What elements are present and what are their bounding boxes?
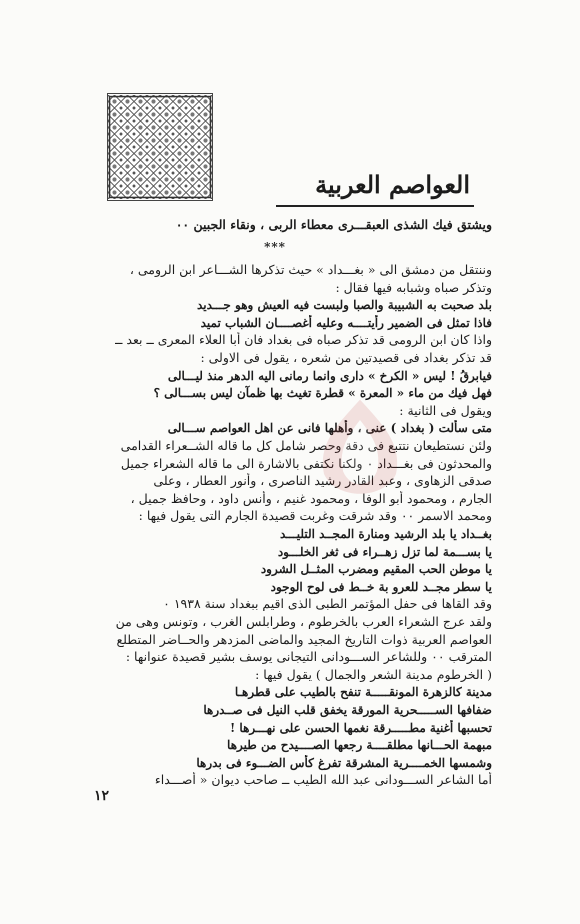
text-line: والمحدثون فى بغـــداد ٠ ولكنا نكتفى بالاشارة الى ما قاله الشعراء جميل <box>120 455 492 471</box>
text-line: وننتقل من دمشق الى « بغـــداد » حيث تذكرها الشـــاعر ابن الرومى ، <box>129 262 492 277</box>
chapter-title: العواصم العربية <box>315 170 470 199</box>
text-line: المترقب ٠٠ وللشاعر الســـودانى التيجانى يوسف بشير قصيدة عنوانها : <box>125 649 492 665</box>
text-line: صدقى الزهاوى ، وعبد القادر رشيد الناصرى ، وأنور العطار ، وعلى <box>153 473 492 489</box>
verse-line: فيابرقُ ! ليس « الكرخ » دارى وانما رمانى اليه الدهر منذ ليـــالى <box>167 368 492 383</box>
verse-line: بغــداد يا بلد الرشيد ومنارة المجــد التليـــد <box>279 527 492 541</box>
verse-line: يا موطن الحب المقيم ومضرب المثــل الشرود <box>260 562 492 577</box>
text-line: ولقد عرج الشعراء العرب بالخرطوم ، وطرابلس الغرب ، وتونس وهى من <box>115 614 492 629</box>
text-line: ويقول فى الثانية : <box>399 402 492 418</box>
text-line: ومحمد الاسمر ٠٠ وقد شرقت وغربت قصيدة الجارم التى يقول فيها : <box>138 508 492 524</box>
text-line: وقد القاها فى حفل المؤتمر الطبى الذى اقيم ببغداد سنة ١٩٣٨ ٠ <box>163 596 492 612</box>
text-line: واذا كان ابن الرومى قد تذكر صباه فى بغداد فان أبا العلاء المعرى ــ بعد ــ <box>115 332 492 348</box>
arabesque-pattern-icon <box>108 94 212 200</box>
intro-verse: ويشتق فيك الشذى العبقـــرى معطاء الربى ، ونقاء الجبين ٠٠ <box>175 217 492 232</box>
verse-line: فاذا تمثل فى الضمير رأيتــــه وعليه أغصــــان الشباب تميد <box>200 315 492 330</box>
page-number: ١٢ <box>94 788 110 804</box>
arabesque-ornament <box>107 93 213 201</box>
verse-line: وشمسها الخمــــرية المشرقة تفرغ كأس الضـــوء فى بدرها <box>196 755 492 770</box>
verse-line: متى سألت ( بغداد ) عنى ، وأهلها فانى عن اهل العواصم ســـالى <box>167 421 492 436</box>
section-separator: *** <box>264 240 286 254</box>
text-line: أما الشاعر الســـودانى عبد الله الطيب ــ صاحب ديوان « أصـــداء <box>154 772 492 788</box>
text-line: العواصم العربية ذوات التاريخ المجيد والماضى المزدهر والحــاضر المتطلع <box>116 631 492 647</box>
verse-line: فهل فيك من ماء « المعرة » قطرة تغيث بها ظمآن ليس بســـالى ؟ <box>153 386 492 401</box>
title-underline <box>276 205 474 207</box>
text-line: قد تذكر بغداد فى قصيدتين من شعره ، يقول فى الاولى : <box>200 350 492 365</box>
verse-line: مدينة كالزهرة المونقـــــة تنفح بالطيب على قطرهـا <box>234 685 492 700</box>
text-line: ( الخرطوم مدينة الشعر والجمال ) يقول فيها : <box>255 666 492 682</box>
text-line: ولئن نستطيعان نتتبع فى دقة وحصر شامل كل ما قاله الشــعراء القدامى <box>120 438 492 453</box>
verse-line: يا سطر مجــد للعرو بة خــط فى لوح الوجود <box>270 579 492 594</box>
verse-line: يا بســـمة لما تزل زهــراء فى ثغر الخلـــود <box>277 544 492 559</box>
text-line: الجارم ، ومحمود أبو الوفا ، ومحمود غنيم ، وأنس داود ، وحافظ جميل ، <box>130 490 492 506</box>
verse-line: تحسبها أغنية مطـــــرقة نغمها الحسن على نهـــرها ! <box>229 720 492 735</box>
text-line: وتذكر صباه وشبابه فيها فقال : <box>335 279 492 295</box>
verse-line: بلد صحبت به الشبيبة والصبا ولبست فيه العيش وهو جـــديد <box>196 298 492 313</box>
verse-line: مبهمة الحـــانها مطلقــــة رجعها الصــــيدح من طيرها <box>227 738 492 753</box>
verse-line: ضفافها الســـــحرية المورقة يخفق قلب النيل فى صــدرها <box>203 703 492 717</box>
